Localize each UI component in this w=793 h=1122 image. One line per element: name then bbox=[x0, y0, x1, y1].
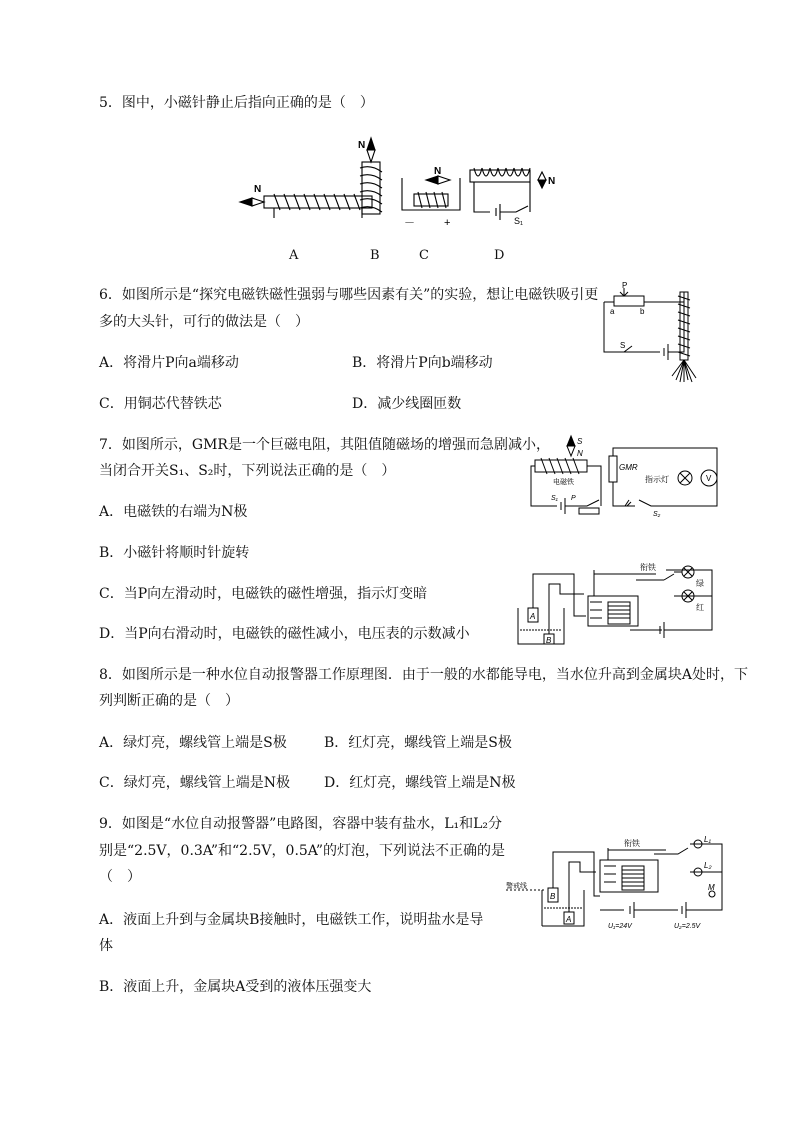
q7-option-c: C．当P向左滑动时，电磁铁的磁性增强，指示灯变暗 bbox=[99, 586, 428, 602]
q7-fig-gmr: GMR bbox=[619, 463, 638, 472]
q6-switch-label: S bbox=[620, 341, 626, 350]
q6-end-a: a bbox=[610, 307, 615, 316]
q9-stem-line1: 9．如图是“水位自动报警器”电路图，容器中装有盐水，L₁和L₂分 bbox=[99, 816, 503, 832]
q9-fig-l2: L₂ bbox=[704, 861, 712, 870]
q5-option-label-c: C bbox=[419, 248, 429, 263]
q5-diagram-a bbox=[240, 194, 372, 218]
q5-diagram-d bbox=[470, 168, 546, 220]
q7-fig-s1: S₁ bbox=[551, 495, 558, 502]
q8-fig-red: 红 bbox=[696, 603, 704, 612]
q7-fig-v: V bbox=[706, 474, 712, 483]
q7-option-b: B．小磁针将顺时针旋转 bbox=[99, 545, 250, 561]
q6-figure bbox=[600, 282, 708, 388]
q6-stem-line1: 6．如图所示是“探究电磁铁磁性强弱与哪些因素有关”的实验，想让电磁铁吸引更 bbox=[99, 287, 599, 303]
q7-fig-n: N bbox=[577, 449, 583, 458]
q5-c-minus: － bbox=[404, 217, 415, 226]
q8-option-a: A．绿灯亮，螺线管上端是S极 bbox=[99, 735, 287, 751]
q5-a-north-label: N bbox=[254, 184, 262, 195]
q8-stem-line1: 8．如图所示是一种水位自动报警器工作原理图．由于一般的水都能导电，当水位升高到金属块A处时，下 bbox=[99, 667, 749, 683]
q5-option-label-a: A bbox=[289, 248, 299, 263]
q7-option-a: A．电磁铁的右端为N极 bbox=[99, 504, 248, 520]
q5-c-north-label: N bbox=[434, 166, 442, 177]
q6-option-c: C．用铜芯代替铁芯 bbox=[99, 396, 222, 412]
q6-end-b: b bbox=[640, 307, 645, 316]
q5-option-label-b: B bbox=[370, 248, 380, 263]
q7-fig-magnet: 电磁铁 bbox=[553, 479, 574, 486]
q9-fig-iron: 衔铁 bbox=[624, 839, 640, 848]
q5-diagram-c bbox=[402, 176, 460, 210]
q7-fig-s2: S₂ bbox=[653, 511, 661, 518]
q8-option-c: C．绿灯亮，螺线管上端是N极 bbox=[99, 775, 290, 791]
q8-option-d: D．红灯亮，螺线管上端是N极 bbox=[324, 775, 516, 791]
q5-stem: 5．图中，小磁针静止后指向正确的是（ ） bbox=[99, 95, 374, 111]
q7-stem-line1: 7．如图所示，GMR是一个巨磁电阻，其阻值随磁场的增强而急剧减小， bbox=[99, 437, 550, 453]
q6-slider-label: P bbox=[622, 282, 628, 290]
q5-b-north-label: N bbox=[358, 140, 366, 151]
q8-fig-a: A bbox=[530, 612, 536, 621]
q5-c-plus: + bbox=[444, 217, 451, 226]
q9-stem-line2: 别是“2.5V，0.3A”和“2.5V，0.5A”的灯泡，下列说法不正确的是 bbox=[99, 843, 506, 859]
q9-option-a-line1: A．液面上升到与金属块B接触时，电磁铁工作，说明盐水是导 bbox=[99, 912, 484, 928]
q9-fig-u1: U₁=24V bbox=[608, 923, 632, 930]
q7-fig-lamp: 指示灯 bbox=[645, 475, 669, 484]
q5-option-label-d: D bbox=[494, 248, 505, 263]
q5-d-switch-label: S₁ bbox=[514, 216, 524, 226]
q9-figure bbox=[504, 832, 726, 932]
q8-figure bbox=[516, 560, 714, 656]
q6-option-d: D．减少线圈匝数 bbox=[352, 396, 462, 412]
q5-figure bbox=[234, 134, 564, 226]
q7-fig-p: P bbox=[571, 495, 576, 502]
q6-option-a: A．将滑片P向a端移动 bbox=[99, 355, 239, 371]
q8-fig-b: B bbox=[546, 636, 552, 645]
q6-stem-line2: 多的大头针，可行的做法是（ ） bbox=[99, 314, 309, 330]
q9-fig-warn: 警戒线 bbox=[506, 883, 527, 890]
q6-option-b: B．将滑片P向b端移动 bbox=[352, 355, 493, 371]
q8-option-b: B．红灯亮，螺线管上端是S极 bbox=[324, 735, 512, 751]
q7-figure bbox=[527, 434, 723, 518]
q8-stem-line2: 列判断正确的是（ ） bbox=[99, 693, 239, 709]
q5-d-north-label: N bbox=[548, 176, 556, 187]
q7-stem-line2: 当闭合开关S₁、S₂时，下列说法正确的是（ ） bbox=[99, 463, 396, 479]
q9-stem-line3: （ ） bbox=[99, 869, 141, 885]
q8-fig-iron: 衔铁 bbox=[640, 563, 656, 572]
q9-option-a-line2: 体 bbox=[99, 938, 113, 954]
q8-fig-green: 绿 bbox=[696, 579, 704, 588]
q9-fig-a: A bbox=[566, 915, 572, 924]
q9-fig-m: M bbox=[708, 883, 715, 892]
q7-option-d: D．当P向右滑动时，电磁铁的磁性减小，电压表的示数减小 bbox=[99, 626, 470, 642]
q9-fig-l1: L₁ bbox=[704, 835, 711, 844]
q7-fig-s: S bbox=[577, 437, 583, 446]
q9-option-b: B．液面上升，金属块A受到的液体压强变大 bbox=[99, 979, 372, 995]
q9-fig-u2: U₂=2.5V bbox=[674, 923, 701, 930]
q9-fig-b: B bbox=[550, 892, 556, 901]
